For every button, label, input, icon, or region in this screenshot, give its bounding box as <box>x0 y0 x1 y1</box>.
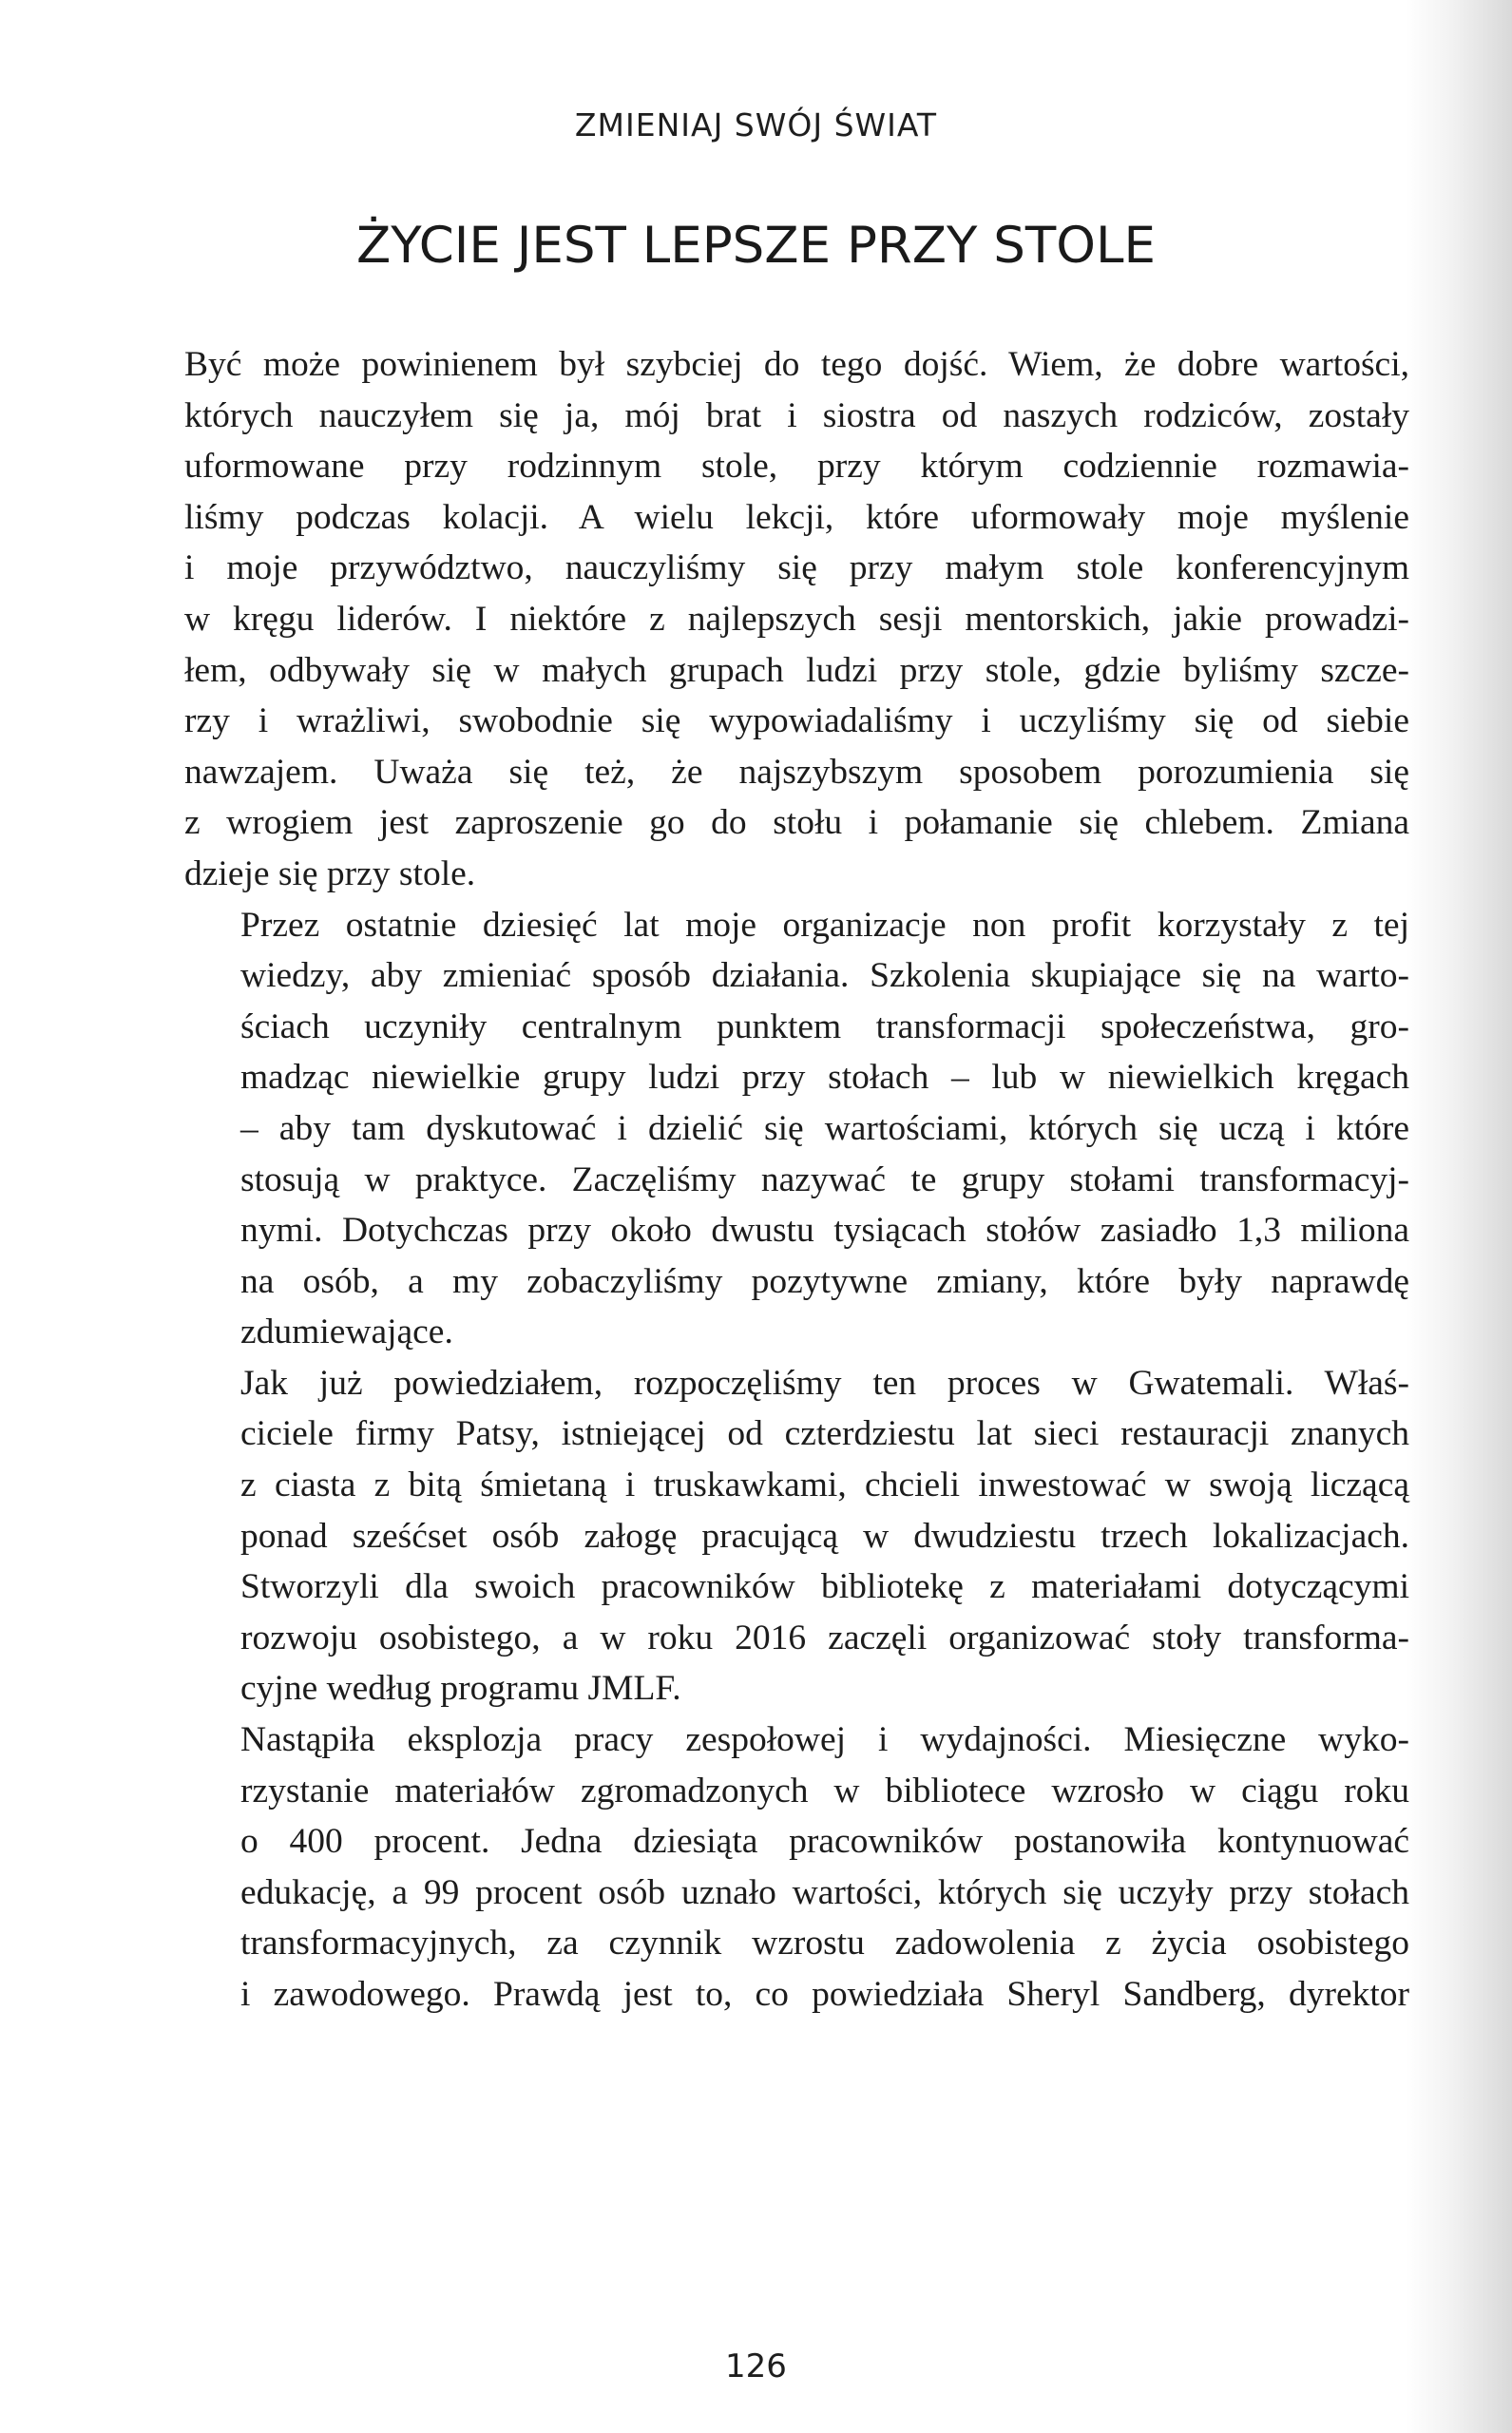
text-line: i zawodowego. Prawdą jest to, co powiedziała Sheryl Sandberg, dyrektor <box>240 1975 1409 2014</box>
text-line: stosują w praktyce. Zaczęliśmy nazywać te grupy stołami transformacyj- <box>240 1159 1409 1199</box>
text-line: nawzajem. Uważa się też, że najszybszym sposobem porozumienia się <box>184 752 1409 792</box>
text-line: o 400 procent. Jedna dziesiąta pracowników postanowiła kontynuować <box>240 1822 1409 1862</box>
text-line: wiedzy, aby zmieniać sposób działania. Szkolenia skupiające się na warto- <box>240 956 1409 996</box>
text-line: transformacyjnych, za czynnik wzrostu zadowolenia z życia osobistego <box>240 1924 1409 1964</box>
text-line: na osób, a my zobaczyliśmy pozytywne zmiany, które były naprawdę <box>240 1261 1409 1301</box>
text-line: i moje przywództwo, nauczyliśmy się przy małym stole konferencyjnym <box>184 548 1409 588</box>
paragraph-3 <box>184 1358 1409 1715</box>
paragraph-1 <box>184 339 1409 900</box>
text-line: w kręgu liderów. I niektóre z najlepszych sesji mentorskich, jakie prowadzi- <box>184 599 1409 639</box>
text-line: ściach uczyniły centralnym punktem transformacji społeczeństwa, gro- <box>240 1006 1409 1046</box>
text-line: Być może powinienem był szybciej do tego dojść. Wiem, że dobre wartości, <box>184 345 1409 384</box>
text-line: madząc niewielkie grupy ludzi przy stołach – lub w niewielkich kręgach <box>240 1058 1409 1098</box>
running-head: ZMIENIAJ SWÓJ ŚWIAT <box>574 106 938 144</box>
text-line: Nastąpiła eksplozja pracy zespołowej i wydajności. Miesięczne wyko- <box>240 1720 1409 1760</box>
chapter-title: ŻYCIE JEST LEPSZE PRZY STOLE <box>355 217 1157 275</box>
text-line: ponad sześćset osób załogę pracującą w dwudziestu trzech lokalizacjach. <box>240 1516 1409 1556</box>
paragraph-4 <box>184 1715 1409 2021</box>
text-line: ciciele firmy Patsy, istniejącej od czterdziestu lat sieci restauracji znanych <box>240 1414 1409 1454</box>
text-line: dzieje się przy stole. <box>184 853 476 893</box>
text-line: z wrogiem jest zaproszenie go do stołu i połamanie się chlebem. Zmiana <box>184 803 1409 843</box>
text-line: zdumiewające. <box>240 1312 453 1352</box>
text-line: cyjne według programu JMLF. <box>240 1669 681 1709</box>
text-line: rzystanie materiałów zgromadzonych w bibliotece wzrosło w ciągu roku <box>240 1771 1409 1810</box>
text-line: edukację, a 99 procent osób uznało wartości, których się uczyły przy stołach <box>240 1872 1409 1912</box>
text-line: z ciasta z bitą śmietaną i truskawkami, chcieli inwestować w swoją liczącą <box>240 1466 1409 1505</box>
page-number: 126 <box>725 2347 787 2385</box>
text-line: liśmy podczas kolacji. A wielu lekcji, które uformowały moje myślenie <box>184 497 1409 537</box>
text-line: – aby tam dyskutować i dzielić się wartościami, których się uczą i które <box>240 1108 1409 1148</box>
text-line: uformowane przy rodzinnym stole, przy którym codziennie rozmawia- <box>184 447 1409 487</box>
text-line: rozwoju osobistego, a w roku 2016 zaczęli organizować stoły transforma- <box>240 1618 1409 1657</box>
text-line: rzy i wrażliwi, swobodnie się wypowiadaliśmy i uczyliśmy się od siebie <box>184 701 1409 741</box>
text-line: nymi. Dotychczas przy około dwustu tysiącach stołów zasiadło 1,3 miliona <box>240 1211 1409 1251</box>
text-line: których nauczyłem się ja, mój brat i siostra od naszych rodziców, zostały <box>184 395 1409 435</box>
text-line: Przez ostatnie dziesięć lat moje organizacje non profit korzystały z tej <box>240 905 1409 945</box>
paragraph-2 <box>184 900 1409 1358</box>
text-line: łem, odbywały się w małych grupach ludzi przy stole, gdzie byliśmy szcze- <box>184 650 1409 690</box>
body-text <box>184 339 1409 2021</box>
text-line: Stworzyli dla swoich pracowników bibliotekę z materiałami dotyczącymi <box>240 1567 1409 1607</box>
text-line: Jak już powiedziałem, rozpoczęliśmy ten proces w Gwatemali. Właś- <box>240 1363 1409 1403</box>
